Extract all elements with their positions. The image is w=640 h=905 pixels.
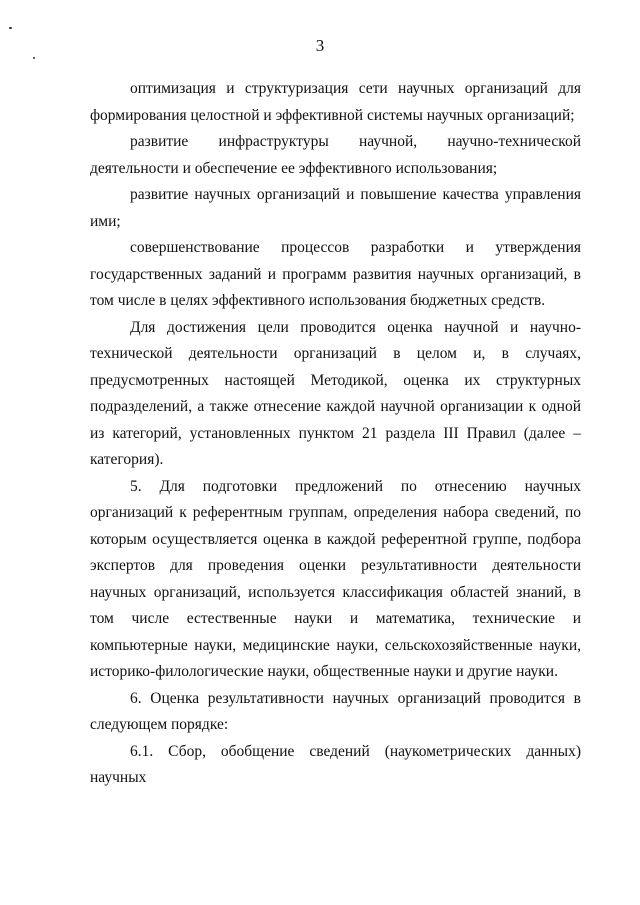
paragraph: 6.1. Сбор, обобщение сведений (наукометрических данных) научных [90, 742, 581, 786]
paragraph: развитие инфраструктуры научной, научно-технической деятельности и обеспечение ее эффективного использования; [90, 133, 581, 177]
paragraph: 6. Оценка результативности научных организаций проводится в следующем порядке: [90, 689, 581, 733]
page-number: 3 [315, 36, 325, 55]
paragraph: оптимизация и структуризация сети научных организаций для формирования целостной и эффективной системы научных организаций; [90, 80, 581, 124]
paragraph: 5. Для подготовки предложений по отнесению научных организаций к референтным группам, определения набора сведений, по которым осуществляется оценка в каждой референтной группе, подбора экспертов для проведения оценки результативности деятельности научных организаций, используется классификация областей знаний, в том числе естественные науки и математика, технические и компьютерные науки, медицинские науки, сельскохозяйственные науки, историко-филологические науки, общественные науки и другие науки. [90, 477, 581, 680]
document-body [90, 76, 581, 792]
paragraph: Для достижения цели проводится оценка научной и научно-технической деятельности организаций в целом и, в случаях, предусмотренных настоящей Методикой, оценка их структурных подразделений, а также отнесение каждой научной организации к одной из категорий, установленных пунктом 21 раздела III Правил (далее – категория). [90, 318, 581, 468]
scan-speck [33, 57, 35, 59]
scan-speck [9, 27, 12, 29]
paragraph: совершенствование процессов разработки и утверждения государственных заданий и программ развития научных организаций, в том числе в целях эффективного использования бюджетных средств. [90, 239, 581, 309]
paragraph: развитие научных организаций и повышение качества управления ими; [90, 186, 581, 230]
